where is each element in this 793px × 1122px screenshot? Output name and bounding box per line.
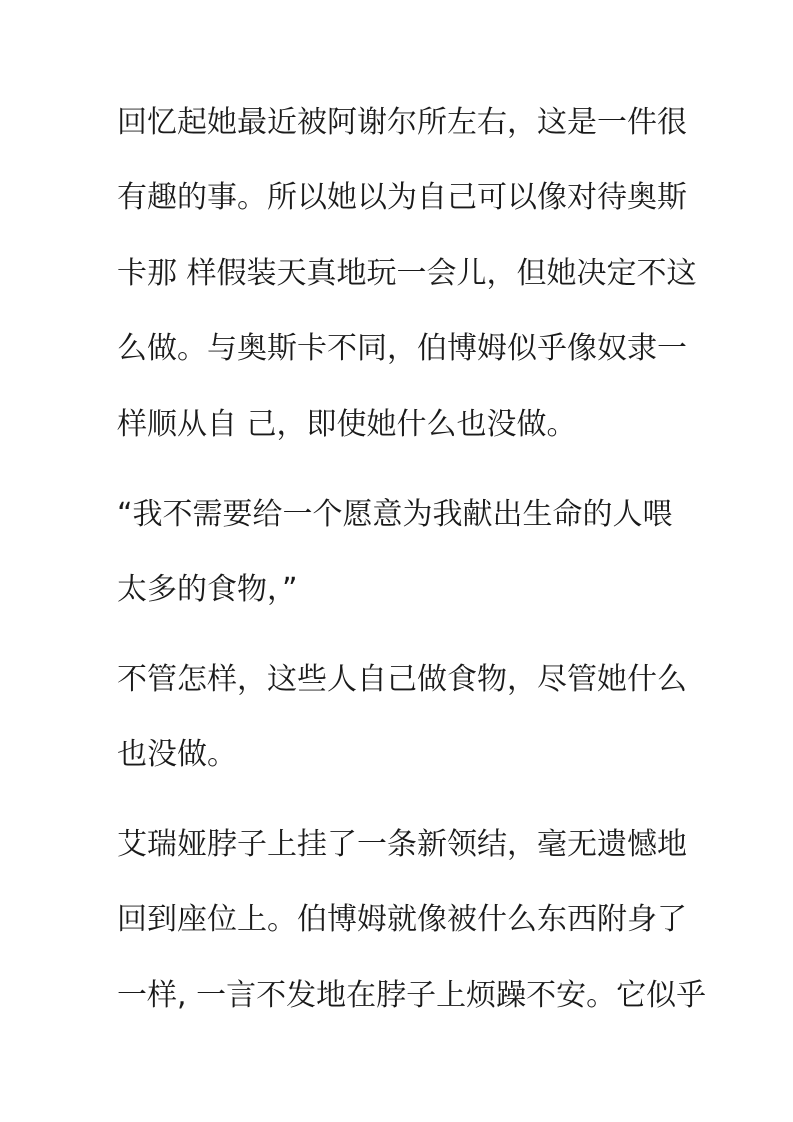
text-line: 太多的食物，”: [117, 572, 298, 607]
text-line: “我不需要给一个愿意为我献出生命的人喂: [117, 497, 673, 532]
text-line: 不管怎样，这些人自己做食物，尽管她什么: [117, 662, 687, 697]
text-line: 回忆起她最近被阿谢尔所左右，这是一件很: [117, 105, 687, 140]
text-line: 艾瑞娅脖子上挂了一条新领结，毫无遗憾地: [117, 827, 687, 862]
text-line: 卡那 样假装天真地玩一会儿，但她决定不这: [117, 256, 697, 291]
text-line: 样顺从自 己，即使她什么也没做。: [117, 407, 577, 442]
text-line: 也没做。: [117, 737, 237, 772]
text-line: 有趣的事。所以她以为自己可以像对待奥斯: [117, 180, 687, 215]
text-line: 一样, 一言不发地在脖子上烦躁不安。它似乎: [117, 978, 707, 1013]
text-line: 回到座位上。伯博姆就像被什么东西附身了: [117, 902, 687, 937]
text-line: 么做。与奥斯卡不同，伯博姆似乎像奴隶一: [117, 331, 687, 366]
